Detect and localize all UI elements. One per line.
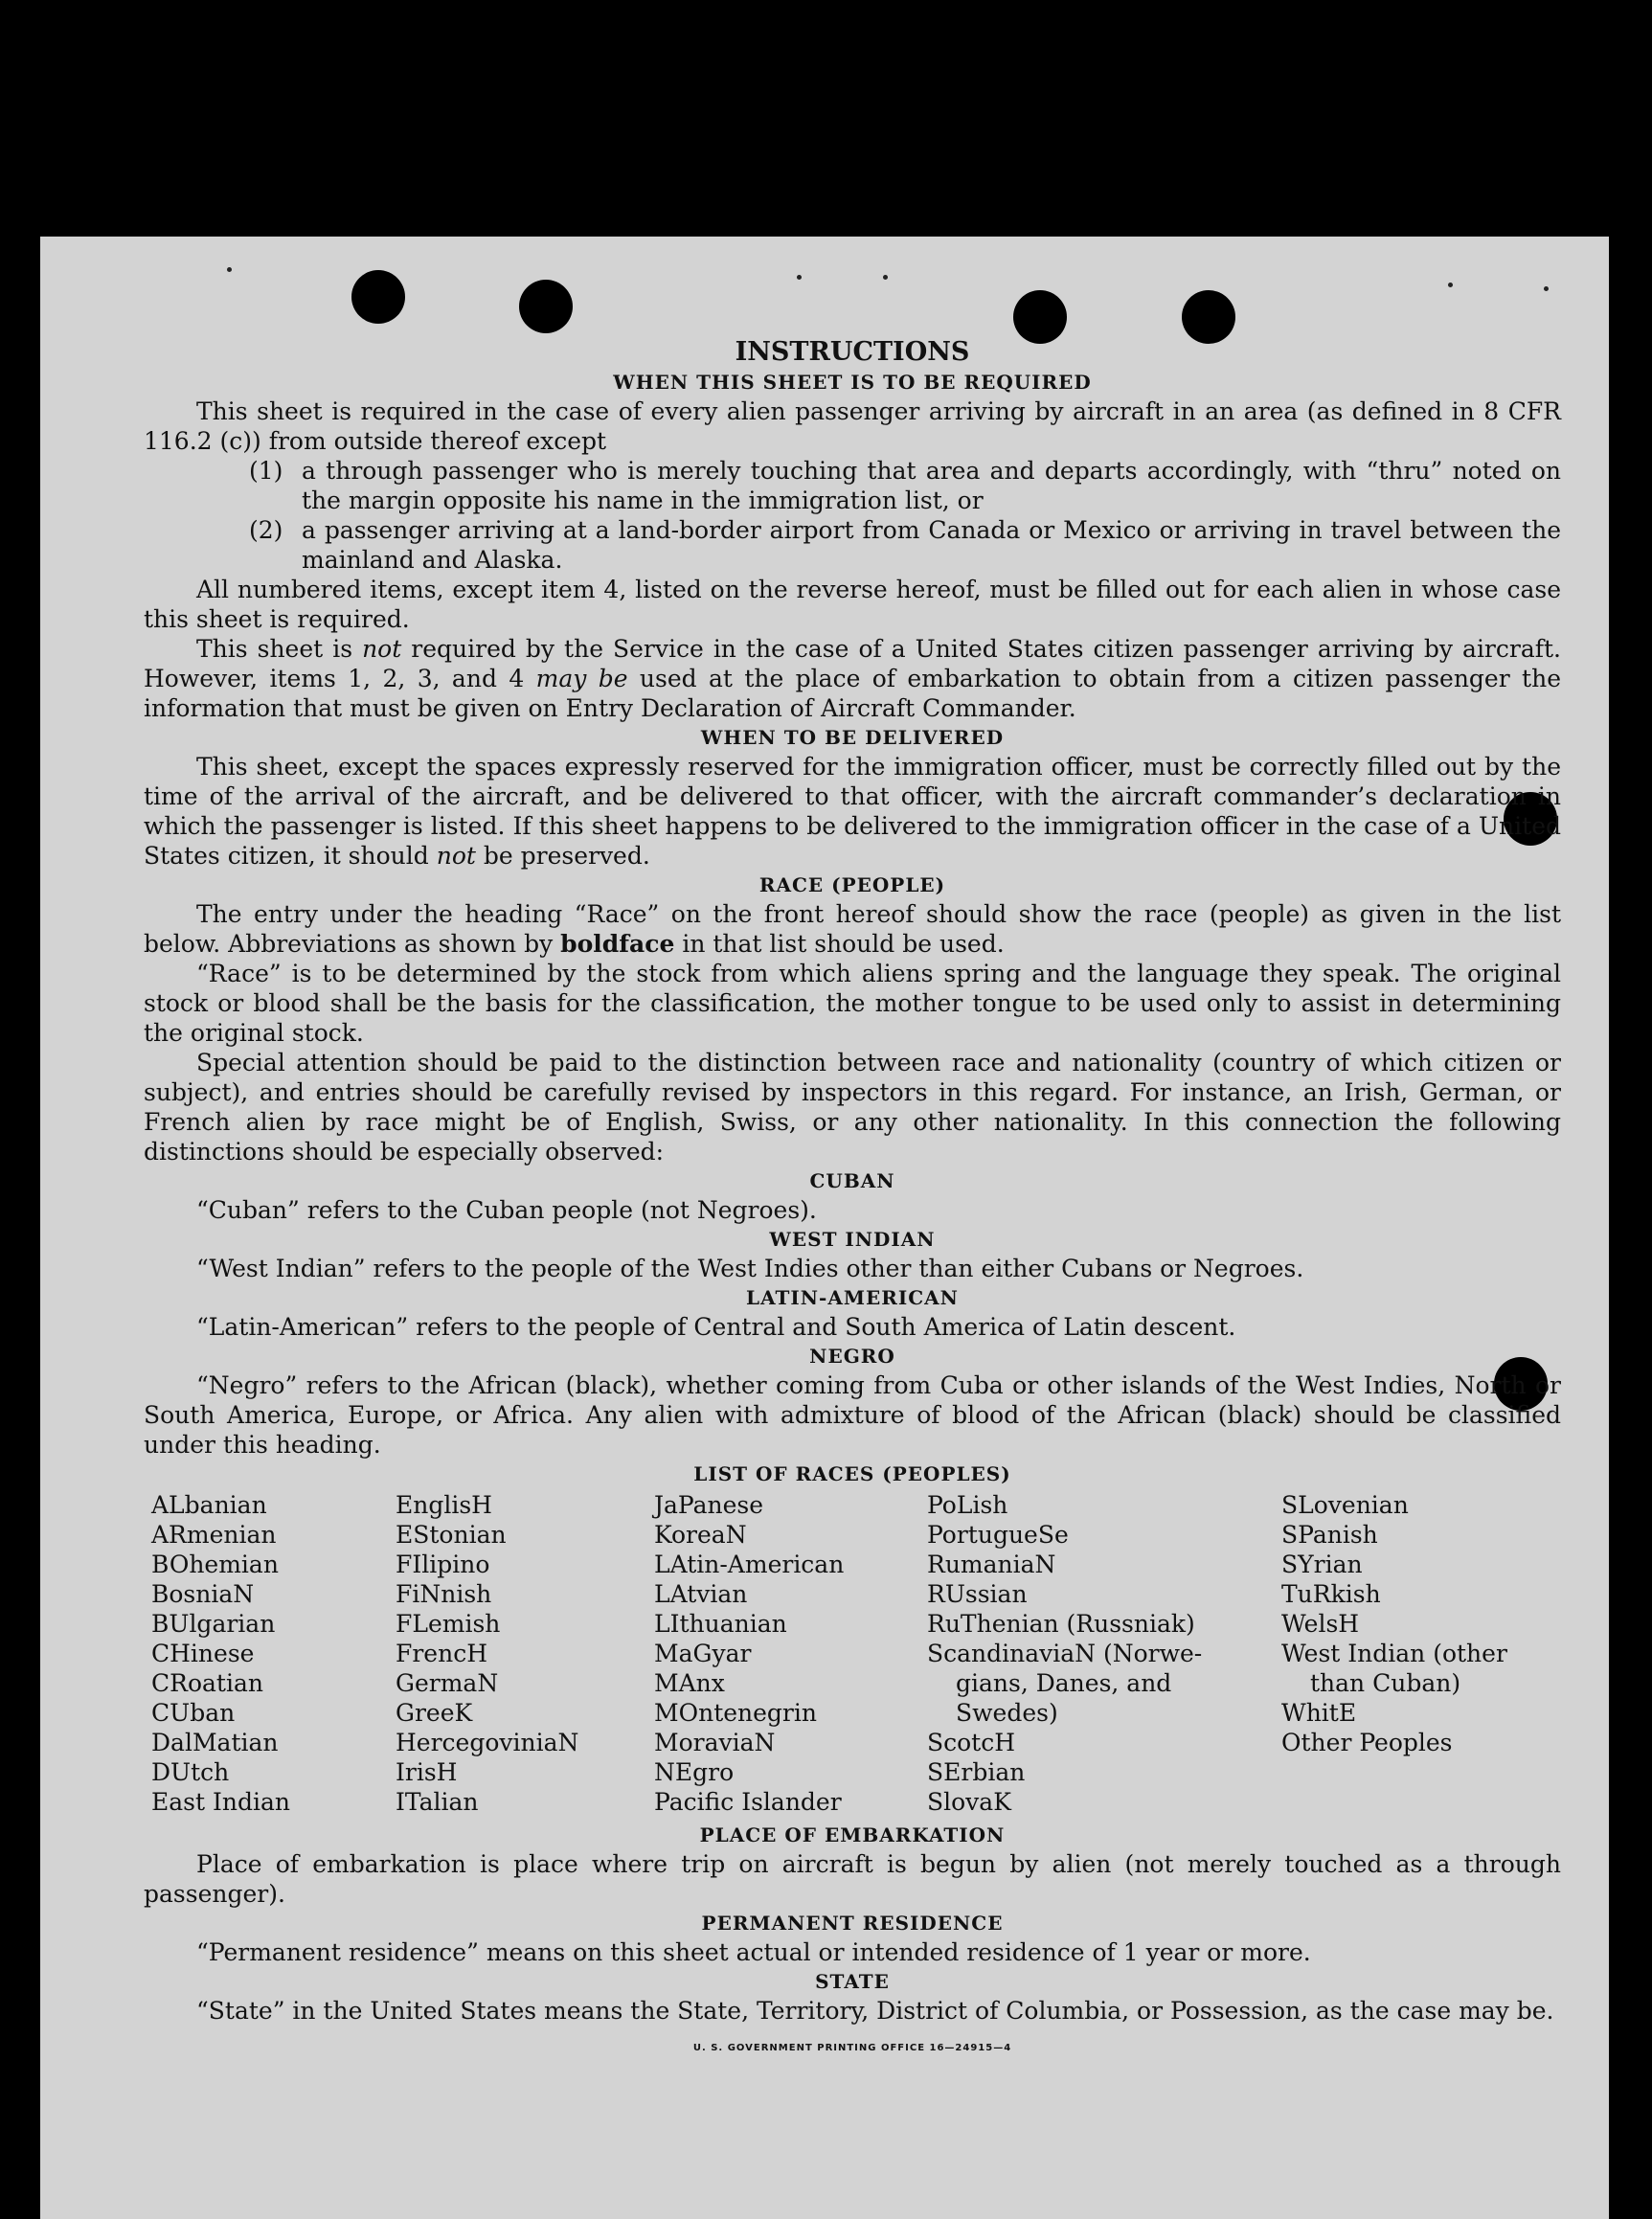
race-column [1281, 1490, 1550, 1817]
race-item: SYrian [1281, 1551, 1363, 1578]
paragraph: This sheet is required in the case of every alien passenger arriving by aircraft in an area (as defined in 8 CFR 116.2 (c)) from outside thereof except [144, 397, 1561, 455]
text-run: This sheet is [196, 635, 363, 663]
paragraph: “Race” is to be determined by the stock from which aliens spring and the language they speak. The original stock or blood shall be the basis for the classification, the mother tongue to be used only to assist in determining the original stock. [144, 960, 1561, 1047]
race-item: HercegoviniaN [396, 1729, 579, 1756]
race-item: Other Peoples [1281, 1729, 1453, 1756]
section-heading: PLACE OF EMBARKATION [699, 1823, 1006, 1846]
paragraph: “Permanent residence” means on this sheet actual or intended residence of 1 year or more. [196, 1938, 1311, 1966]
section-heading: NEGRO [809, 1345, 895, 1368]
race-item: ScandinaviaN (Norwe- [927, 1640, 1203, 1667]
text-run: in that list should be used. [674, 930, 1005, 958]
text-run: required by the Service in the case of a United States citizen passenger arriving by aircraft. However, items 1, 2, 3, and 4 [144, 635, 1561, 692]
punch-hole [351, 270, 405, 324]
section-heading: PERMANENT RESIDENCE [701, 1912, 1004, 1935]
instructions-content [144, 337, 1561, 2063]
speck [797, 275, 802, 280]
race-item: SErbian [927, 1758, 1026, 1786]
race-item: NEgro [654, 1758, 735, 1786]
race-item: than Cuban) [1310, 1669, 1461, 1697]
paragraph: “Negro” refers to the African (black), whether coming from Cuba or other islands of the West Indies, North or South America, Europe, or Africa. Any alien with admixture of blood of the African (black) should be classified under this heading. [144, 1371, 1561, 1459]
race-item: SlovaK [927, 1788, 1011, 1816]
paragraph: “Cuban” refers to the Cuban people (not Negroes). [196, 1196, 817, 1224]
item-number: (1) [249, 457, 283, 485]
race-item: ITalian [396, 1788, 479, 1816]
race-column [654, 1490, 927, 1817]
race-item: WhitE [1281, 1699, 1357, 1727]
race-item: FLemish [396, 1610, 501, 1638]
race-item: ARmenian [151, 1521, 277, 1549]
race-item: WelsH [1281, 1610, 1360, 1638]
list-item [144, 456, 1561, 515]
race-item: IrisH [396, 1758, 458, 1786]
punch-hole [519, 280, 573, 333]
paragraph: “State” in the United States means the State, Territory, District of Columbia, or Possession, as the case may be. [196, 1997, 1554, 2025]
race-item: CUban [151, 1699, 236, 1727]
text-run: This sheet, except the spaces expressly reserved for the immigration officer, must be correctly filled out by the time of the arrival of the aircraft, and be delivered to that officer, with the aircraft commander’s declaration in which the passenger is listed. If this sheet happens to be delivered to the immigration officer in the case of a United States citizen, it should [144, 753, 1561, 870]
race-item: KoreaN [654, 1521, 747, 1549]
section-heading: LATIN-AMERICAN [746, 1286, 959, 1309]
race-item: FiNnish [396, 1580, 492, 1608]
text-run: not [436, 842, 476, 870]
race-item: PoLish [927, 1491, 1008, 1519]
race-item: EnglisH [396, 1491, 492, 1519]
race-list [144, 1490, 1561, 1817]
section-heading: WHEN THIS SHEET IS TO BE REQUIRED [613, 371, 1092, 394]
race-item: BUlgarian [151, 1610, 276, 1638]
race-item: LIthuanian [654, 1610, 787, 1638]
speck [227, 267, 232, 272]
race-item: FIlipino [396, 1551, 490, 1578]
race-item: RumaniaN [927, 1551, 1056, 1578]
section-heading: RACE (PEOPLE) [758, 873, 946, 896]
paragraph [144, 752, 1561, 871]
page-title: INSTRUCTIONS [735, 337, 970, 367]
race-item: DalMatian [151, 1729, 279, 1756]
race-item: FrencH [396, 1640, 487, 1667]
race-item: CHinese [151, 1640, 255, 1667]
speck [883, 275, 888, 280]
race-item: MAnx [654, 1669, 725, 1697]
section-heading: STATE [815, 1970, 890, 1993]
paragraph [144, 899, 1561, 959]
text-run: used at the place of embarkation to obtain from a citizen passenger the information that must be given on Entry Declaration of Aircraft Commander. [144, 665, 1562, 722]
race-item: TuRkish [1281, 1580, 1381, 1608]
race-item: SPanish [1281, 1521, 1378, 1549]
race-item: ALbanian [151, 1491, 267, 1519]
race-item: LAtin-American [654, 1551, 845, 1578]
race-item: gians, Danes, and [956, 1669, 1172, 1697]
race-item: MaGyar [654, 1640, 752, 1667]
race-item: East Indian [151, 1788, 290, 1816]
paragraph: Place of embarkation is place where trip on aircraft is begun by alien (not merely touched as a through passenger). [144, 1850, 1561, 1908]
race-item: West Indian (other [1281, 1640, 1507, 1667]
paragraph: “West Indian” refers to the people of the West Indies other than either Cubans or Negroes. [196, 1255, 1304, 1282]
race-column [144, 1490, 396, 1817]
race-item: BOhemian [151, 1551, 279, 1578]
race-item: RuThenian (Russniak) [927, 1610, 1195, 1638]
race-item: Swedes) [956, 1699, 1058, 1727]
punch-hole [1182, 290, 1235, 344]
race-item: CRoatian [151, 1669, 263, 1697]
race-item: BosniaN [151, 1580, 255, 1608]
race-item: GreeK [396, 1699, 473, 1727]
paragraph: All numbered items, except item 4, listed on the reverse hereof, must be filled out for each alien in whose case this sheet is required. [144, 576, 1561, 633]
race-item: PortugueSe [927, 1521, 1069, 1549]
race-item: DUtch [151, 1758, 230, 1786]
race-item: EStonian [396, 1521, 507, 1549]
speck [1448, 283, 1453, 287]
text-run: The entry under the heading “Race” on the front hereof should show the race (people) as given in the list below. Abbreviations as shown by [144, 900, 1561, 958]
item-number: (2) [249, 516, 283, 544]
race-item: Pacific Islander [654, 1788, 842, 1816]
text-run: be preserved. [475, 842, 650, 870]
paragraph: Special attention should be paid to the distinction between race and nationality (country of which citizen or subject), and entries should be carefully revised by inspectors in this regard. For instance, an Irish, German, or French alien by race might be of English, Swiss, or any other nationality. In this connection the following distinctions should be especially observed: [144, 1049, 1561, 1166]
document-sheet [40, 237, 1609, 2219]
race-item: LAtvian [654, 1580, 748, 1608]
paragraph [144, 634, 1561, 723]
item-text: a passenger arriving at a land-border airport from Canada or Mexico or arriving in travel between the mainland and Alaska. [302, 516, 1561, 574]
section-heading: WHEN TO BE DELIVERED [700, 726, 1005, 749]
race-item: GermaN [396, 1669, 499, 1697]
race-column [927, 1490, 1281, 1817]
text-run: may be [535, 665, 628, 692]
race-column [396, 1490, 654, 1817]
paragraph: “Latin-American” refers to the people of Central and South America of Latin descent. [196, 1313, 1236, 1341]
race-item: MoraviaN [654, 1729, 776, 1756]
section-heading: LIST OF RACES (PEOPLES) [693, 1462, 1011, 1485]
race-item: JaPanese [654, 1491, 764, 1519]
text-run: not [362, 635, 402, 663]
section-heading: CUBAN [809, 1169, 895, 1192]
race-item: ScotcH [927, 1729, 1016, 1756]
race-item: RUssian [927, 1580, 1028, 1608]
speck [1544, 286, 1549, 291]
punch-hole [1013, 290, 1067, 344]
text-run: boldface [560, 930, 675, 958]
item-text: a through passenger who is merely touching that area and departs accordingly, with “thru” noted on the margin opposite his name in the immigration list, or [302, 457, 1561, 514]
section-heading: WEST INDIAN [769, 1228, 936, 1251]
list-item [144, 515, 1561, 575]
race-item: MOntenegrin [654, 1699, 817, 1727]
printer-imprint: U. S. GOVERNMENT PRINTING OFFICE 16—24915—4 [692, 2043, 1012, 2053]
race-item: SLovenian [1281, 1491, 1409, 1519]
